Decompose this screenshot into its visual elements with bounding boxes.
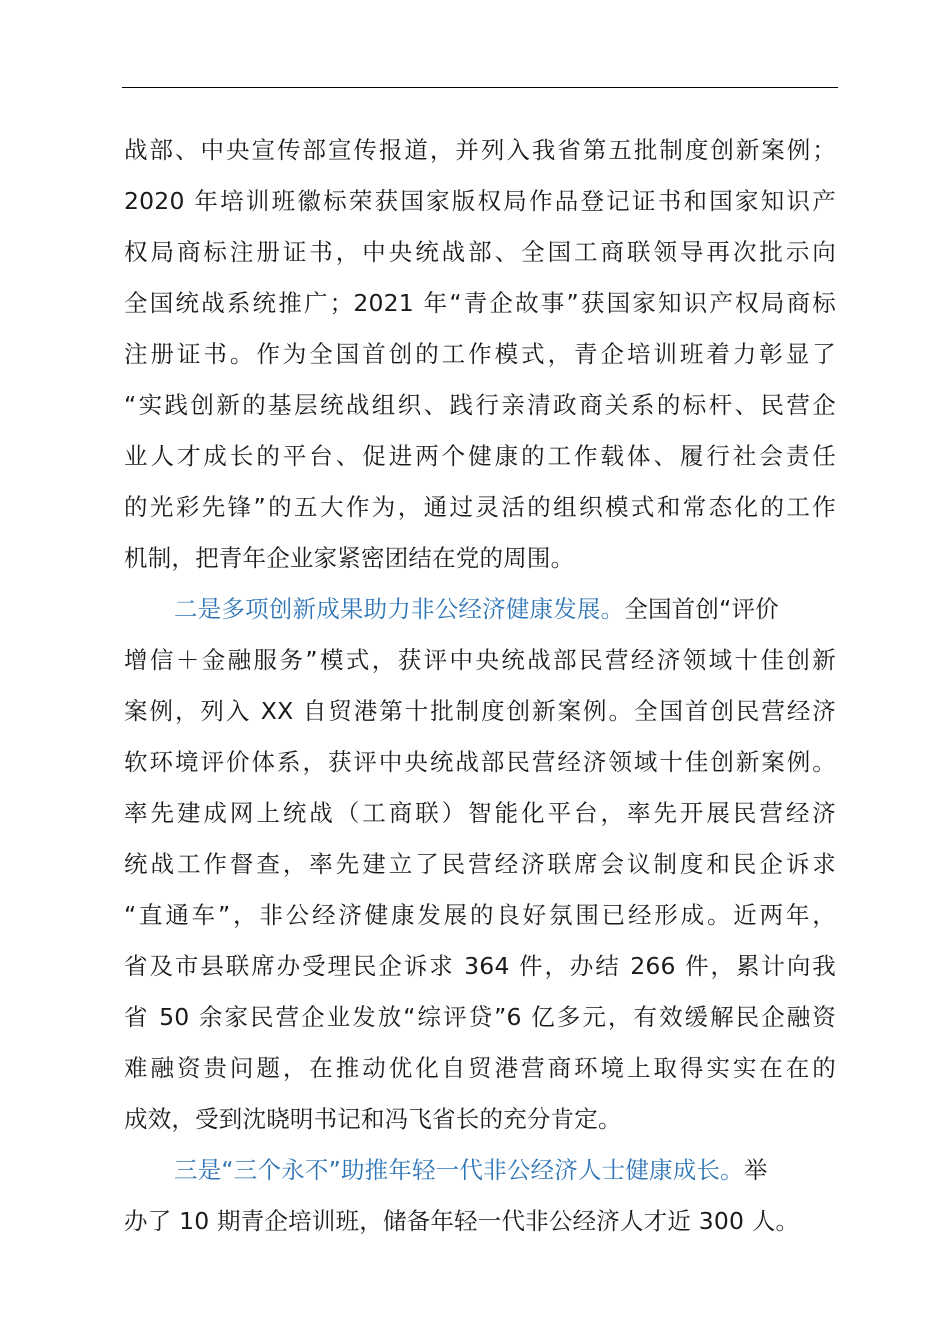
text-line: 成效，受到沈晓明书记和冯飞省长的充分肯定。 (124, 1105, 622, 1133)
section-heading: 二是多项创新成果助力非公经济健康发展。 (174, 595, 625, 623)
text-line: 注册证书。作为全国首创的工作模式，青企培训班着力彰显了 (124, 340, 836, 368)
paragraph-first-line (124, 587, 836, 638)
text-line: 统战工作督查，率先建立了民营经济联席会议制度和民企诉求 (124, 850, 836, 878)
paragraph-first-line (124, 1148, 836, 1199)
text-line: “实践创新的基层统战组织、践行亲清政商关系的标杆、民营企 (124, 391, 836, 419)
text-line: 权局商标注册证书，中央统战部、全国工商联领导再次批示向 (124, 238, 836, 266)
text-line: 省及市县联席办受理民企诉求 364 件，办结 266 件，累计向我 (124, 952, 836, 980)
text-line: 增信＋金融服务”模式，获评中央统战部民营经济领域十佳创新 (124, 646, 836, 674)
body-text (124, 128, 836, 1250)
text-line: 案例，列入 XX 自贸港第十批制度创新案例。全国首创民营经济 (124, 697, 836, 725)
text-line: “直通车”，非公经济健康发展的良好氛围已经形成。近两年， (124, 901, 836, 929)
text-line: 办了 10 期青企培训班，储备年轻一代非公经济人才近 300 人。 (124, 1207, 800, 1235)
text-line: 2020 年培训班徽标荣获国家版权局作品登记证书和国家知识产 (124, 187, 836, 215)
text-line: 全国统战系统推广；2021 年“青企故事”获国家知识产权局商标 (124, 289, 836, 317)
text-line: 战部、中央宣传部宣传报道，并列入我省第五批制度创新案例； (124, 136, 836, 164)
text-line: 软环境评价体系，获评中央统战部民营经济领域十佳创新案例。 (124, 748, 836, 776)
header-rule (122, 87, 838, 88)
text-line: 的光彩先锋”的五大作为，通过灵活的组织模式和常态化的工作 (124, 493, 836, 521)
section-heading: 三是“三个永不”助推年轻一代非公经济人士健康成长。 (174, 1156, 744, 1184)
text-line: 业人才成长的平台、促进两个健康的工作载体、履行社会责任 (124, 442, 836, 470)
text-line: 机制，把青年企业家紧密团结在党的周围。 (124, 544, 575, 572)
text-run: 全国首创“评价 (624, 595, 779, 623)
text-line: 率先建成网上统战（工商联）智能化平台，率先开展民营经济 (124, 799, 836, 827)
text-line: 省 50 余家民营企业发放“综评贷”6 亿多元，有效缓解民企融资 (124, 1003, 836, 1031)
text-run: 举 (743, 1156, 768, 1184)
text-line: 难融资贵问题，在推动优化自贸港营商环境上取得实实在在的 (124, 1054, 836, 1082)
